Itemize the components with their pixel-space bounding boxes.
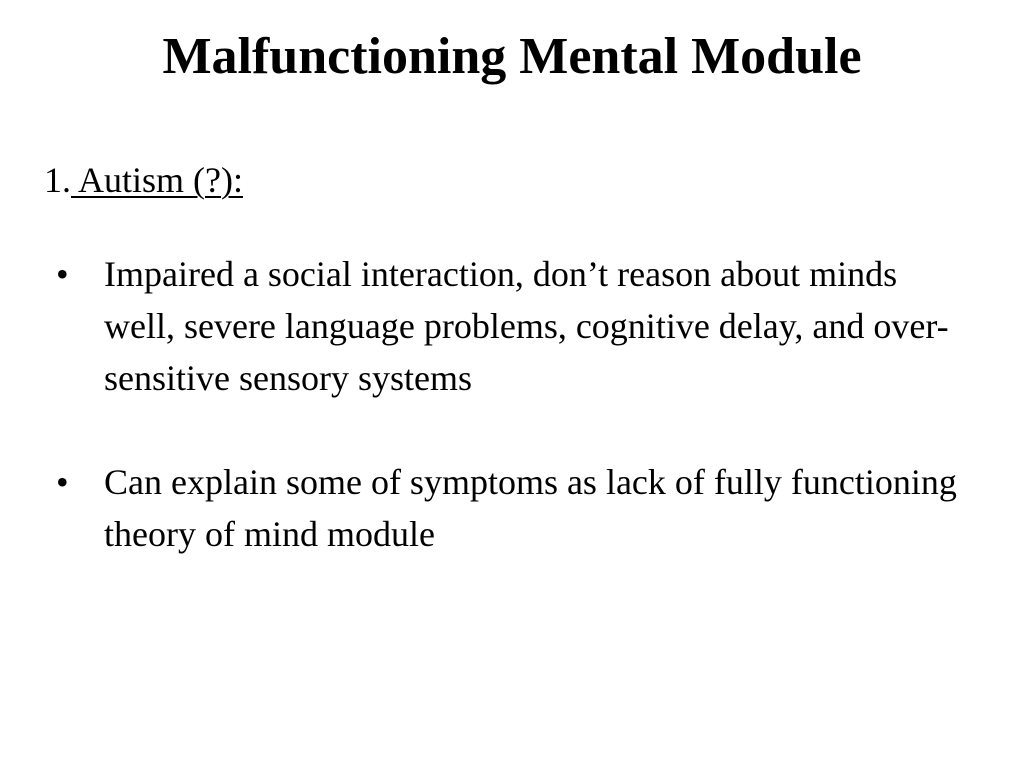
section-label: Autism (?): bbox=[71, 160, 243, 200]
bullet-marker: • bbox=[56, 254, 69, 294]
bullet-item bbox=[50, 248, 970, 404]
bullet-list bbox=[50, 248, 970, 612]
slide-title: Malfunctioning Mental Module bbox=[162, 28, 862, 85]
section-number: 1. bbox=[44, 160, 71, 200]
bullet-marker: • bbox=[56, 462, 69, 502]
bullet-item bbox=[50, 456, 970, 560]
section-heading bbox=[44, 157, 243, 203]
bullet-text: Impaired a social interaction, don’t reason about minds well, severe language problems, cognitive delay, and over-sensitive sensory systems bbox=[104, 254, 949, 398]
bullet-text: Can explain some of symptoms as lack of fully functioning theory of mind module bbox=[104, 462, 957, 554]
